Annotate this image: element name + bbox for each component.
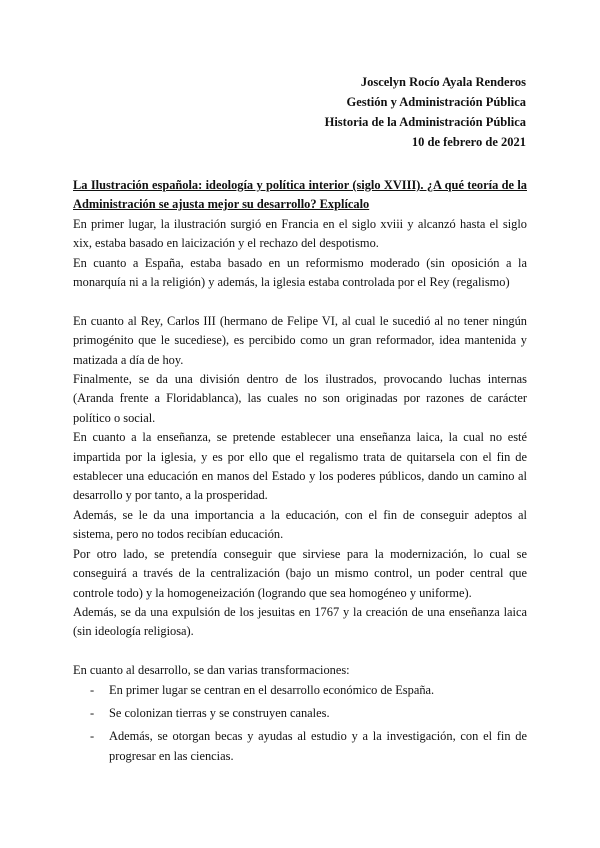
document-body — [73, 176, 527, 770]
essay-title: La Ilustración española: ideología y política interior (siglo XVIII). ¿A qué teoría de la Administración se ajusta mejor su desarrollo? Explícalo — [73, 178, 527, 212]
list-item-text: Además, se otorgan becas y ayudas al estudio y a la investigación, con el fin de progresar en las ciencias. — [109, 729, 527, 763]
degree-name: Gestión y Administración Pública — [346, 95, 526, 109]
list-item — [73, 681, 527, 700]
transformations-list — [73, 681, 527, 767]
paragraph: En cuanto a la enseñanza, se pretende establecer una enseñanza laica, la cual no esté impartida por la iglesia, y es por ello que el regalismo trata de quitarsela con el fin de establecer una educación en manos del Estado y los poderes públicos, dando un camino al desarrollo y por tanto, a la prosperidad. — [73, 430, 527, 503]
paragraph: En cuanto a España, estaba basado en un reformismo moderado (sin oposición a la monarquía ni a la religión) y además, la iglesia estaba controlada por el Rey (regalismo) — [73, 255, 527, 290]
document-date: 10 de febrero de 2021 — [411, 135, 526, 149]
list-item — [73, 704, 527, 723]
paragraph: Finalmente, se da una división dentro de los ilustrados, provocando luchas internas (Aranda frente a Floridablanca), las cuales no son originadas por razones de carácter político o social. — [73, 372, 527, 425]
paragraph: En primer lugar, la ilustración surgió en Francia en el siglo xviii y alcanzó hasta el siglo xix, estaba basado en laicización y el rechazo del despotismo. — [73, 216, 527, 251]
course-name: Historia de la Administración Pública — [324, 115, 526, 129]
list-item-text: En primer lugar se centran en el desarrollo económico de España. — [109, 682, 435, 697]
author-name: Joscelyn Rocío Ayala Renderos — [360, 75, 526, 89]
paragraph: Además, se da una expulsión de los jesuitas en 1767 y la creación de una enseñanza laica (sin ideología religiosa). — [73, 604, 527, 639]
list-marker: - — [90, 705, 95, 720]
list-item-text: Se colonizan tierras y se construyen canales. — [109, 705, 330, 720]
list-item — [73, 727, 527, 766]
blank-line — [73, 642, 527, 661]
paragraph: Además, se le da una importancia a la educación, con el fin de conseguir adeptos al sistema, pero no todos recibían educación. — [73, 507, 527, 542]
paragraph: En cuanto al Rey, Carlos III (hermano de Felipe VI, al cual le sucedió al no tener ningún primogénito que le sucediese), es percibido como un gran reformador, idea mantenida y matizada a día de hoy. — [73, 313, 527, 367]
list-marker: - — [90, 682, 95, 697]
paragraph: Por otro lado, se pretendía conseguir que sirviese para la modernización, lo cual se conseguirá a través de la centralización (bajo un mismo control, un poder central que controle todo) y la homogeneización (logrando que sea homogéneo y uniforme). — [73, 546, 527, 600]
document-header — [325, 72, 526, 152]
development-intro: En cuanto al desarrollo, se dan varias transformaciones: — [73, 663, 350, 678]
list-marker: - — [90, 729, 95, 744]
blank-line — [73, 292, 527, 311]
